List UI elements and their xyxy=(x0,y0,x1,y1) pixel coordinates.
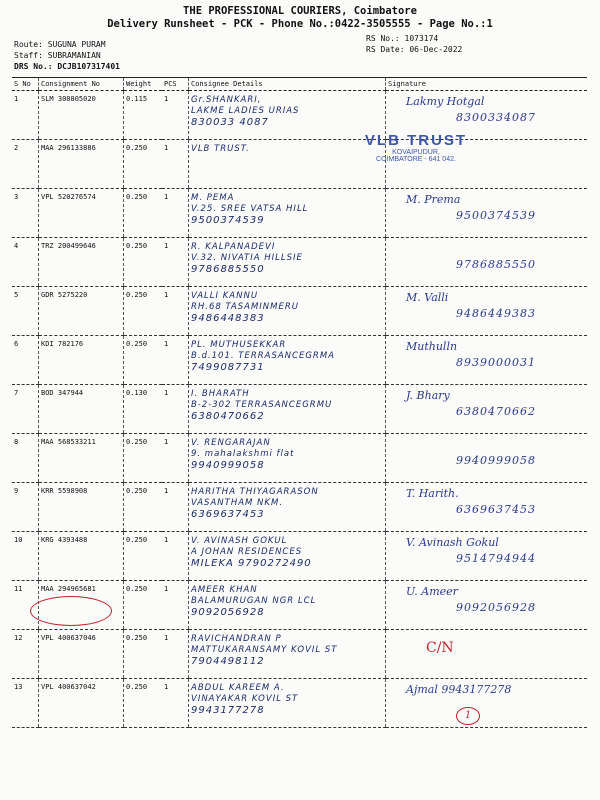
cell-pcs: 1 xyxy=(162,91,189,140)
consignee-line: 9943177278 xyxy=(191,705,265,716)
page-count-mark xyxy=(456,707,480,725)
consignee-line: RH.68 TASAMINMERU xyxy=(191,302,299,312)
signature-phone: 9486449383 xyxy=(456,307,536,320)
table-row xyxy=(12,679,587,728)
consignee-line: V.32. NIVATIA HILLSIE xyxy=(191,253,303,263)
consignee-line: VLB TRUST. xyxy=(191,144,250,154)
consignee-line: 6380470662 xyxy=(191,411,265,422)
cell-weight: 0.250 xyxy=(124,483,163,532)
cell-weight: 0.130 xyxy=(124,385,163,434)
cell-consignment: MAA 296133886 xyxy=(39,140,124,189)
cell-sno: 5 xyxy=(12,287,39,336)
cell-consignee-details xyxy=(189,630,386,679)
trust-stamp xyxy=(356,132,476,163)
cell-weight: 0.250 xyxy=(124,679,163,728)
cell-signature xyxy=(386,287,588,336)
cell-sno: 3 xyxy=(12,189,39,238)
consignee-line: RAVICHANDRAN P xyxy=(191,634,282,644)
cell-consignee-details xyxy=(189,238,386,287)
stamp-line-3: COIMBATORE - 641 042. xyxy=(376,156,456,163)
cell-sno: 11 xyxy=(12,581,39,630)
cell-sno: 12 xyxy=(12,630,39,679)
cell-consignee-details xyxy=(189,385,386,434)
cell-sno: 13 xyxy=(12,679,39,728)
signature-phone: 9940999058 xyxy=(456,454,536,467)
consignee-line: 9500374539 xyxy=(191,215,265,226)
cell-signature xyxy=(386,385,588,434)
table-row xyxy=(12,189,587,238)
consignee-line: M. PEMA xyxy=(191,193,235,203)
cell-consignee-details xyxy=(189,434,386,483)
consignee-line: MILEKA 9790272490 xyxy=(191,558,312,569)
cell-signature xyxy=(386,532,588,581)
cell-sno: 6 xyxy=(12,336,39,385)
stamp-line-1: VLB TRUST xyxy=(364,132,468,149)
meta-right xyxy=(366,33,462,55)
table-row xyxy=(12,434,587,483)
cell-signature xyxy=(386,238,588,287)
consignee-line: BALAMURUGAN NGR LCL xyxy=(191,596,317,606)
col-consignee: Consignee Details xyxy=(189,78,386,91)
signature-name: M. Prema xyxy=(406,193,461,206)
cell-consignee-details xyxy=(189,189,386,238)
cell-weight: 0.250 xyxy=(124,630,163,679)
consignee-line: 9940999058 xyxy=(191,460,265,471)
table-row xyxy=(12,287,587,336)
consignee-line: PL. MUTHUSEKKAR xyxy=(191,340,287,350)
consignee-line: LAKME LADIES URIAS xyxy=(191,106,300,116)
signature-phone: 9500374539 xyxy=(456,209,536,222)
cell-pcs: 1 xyxy=(162,287,189,336)
cell-weight: 0.250 xyxy=(124,140,163,189)
consignee-line: 830033 4087 xyxy=(191,117,269,128)
cell-consignment: TRZ 200499646 xyxy=(39,238,124,287)
cell-weight: 0.250 xyxy=(124,581,163,630)
cell-consignment: VPL 400637042 xyxy=(39,679,124,728)
table-row xyxy=(12,385,587,434)
table-row xyxy=(12,630,587,679)
col-pcs: PCS xyxy=(162,78,189,91)
signature-name: U. Ameer xyxy=(406,585,458,598)
cell-signature xyxy=(386,581,588,630)
signature-name: Muthulln xyxy=(406,340,458,353)
cell-weight: 0.250 xyxy=(124,238,163,287)
cell-pcs: 1 xyxy=(162,385,189,434)
table-row xyxy=(12,91,587,140)
consignee-line: V. AVINASH GOKUL xyxy=(191,536,288,546)
consignee-line: V. RENGARAJAN xyxy=(191,438,271,448)
col-sno: S No xyxy=(12,78,39,91)
cell-signature xyxy=(386,189,588,238)
cell-consignee-details xyxy=(189,581,386,630)
cell-signature xyxy=(386,679,588,728)
cell-consignment: VPL 520276574 xyxy=(39,189,124,238)
cell-pcs: 1 xyxy=(162,434,189,483)
cell-pcs: 1 xyxy=(162,189,189,238)
staff-label: Staff: SUBRAMANIAN xyxy=(14,51,101,60)
table-row xyxy=(12,140,587,189)
cell-consignee-details xyxy=(189,336,386,385)
consignee-line: V.25. SREE VATSA HILL xyxy=(191,204,309,214)
runsheet-table xyxy=(12,77,587,728)
cell-signature xyxy=(386,630,588,679)
consignee-line: VINAYAKAR KOVIL ST xyxy=(191,694,299,704)
cell-pcs: 1 xyxy=(162,483,189,532)
consignee-line: 7499087731 xyxy=(191,362,265,373)
cell-consignment: SLM 308805020 xyxy=(39,91,124,140)
cell-sno: 7 xyxy=(12,385,39,434)
cell-sno: 4 xyxy=(12,238,39,287)
table-row xyxy=(12,532,587,581)
route-label: Route: SUGUNA PURAM xyxy=(14,40,106,49)
cell-weight: 0.250 xyxy=(124,336,163,385)
cell-sno: 10 xyxy=(12,532,39,581)
consignee-line: 9092056928 xyxy=(191,607,265,618)
signature-name: T. Harith. xyxy=(406,487,459,500)
signature-name: C/N xyxy=(426,640,454,656)
cell-weight: 0.115 xyxy=(124,91,163,140)
cell-consignee-details xyxy=(189,532,386,581)
col-signature: Signature xyxy=(386,78,588,91)
cell-consignee-details xyxy=(189,679,386,728)
cell-consignment: BOD 347944 xyxy=(39,385,124,434)
table-row xyxy=(12,483,587,532)
consignee-line: A JOHAN RESIDENCES xyxy=(191,547,303,557)
cell-consignment: KDI 782176 xyxy=(39,336,124,385)
cell-pcs: 1 xyxy=(162,140,189,189)
consignee-line: HARITHA THIYAGARASON xyxy=(191,487,319,497)
cell-weight: 0.250 xyxy=(124,189,163,238)
consignee-line: 7904498112 xyxy=(191,656,265,667)
signature-name: V. Avinash Gokul xyxy=(406,536,499,549)
cell-sno: 8 xyxy=(12,434,39,483)
runsheet-heading: Delivery Runsheet - PCK - Phone No.:0422-3505555 - Page No.:1 xyxy=(107,18,493,30)
signature-name: J. Bhary xyxy=(406,389,450,402)
consignee-line: VALLI KANNU xyxy=(191,291,259,301)
cell-consignment: GDR 5275220 xyxy=(39,287,124,336)
consignee-line: R. KALPANADEVI xyxy=(191,242,276,252)
cell-pcs: 1 xyxy=(162,336,189,385)
signature-phone: 9786885550 xyxy=(456,258,536,271)
consignee-line: MATTUKARANSAMY KOVIL ST xyxy=(191,645,338,655)
cell-weight: 0.250 xyxy=(124,287,163,336)
cell-consignment: KRG 4393488 xyxy=(39,532,124,581)
consignee-line: B.d.101. TERRASANCEGRMA xyxy=(191,351,335,361)
drs-number: DRS No.: DCJB107317401 xyxy=(14,62,120,71)
cell-pcs: 1 xyxy=(162,238,189,287)
cell-consignee-details xyxy=(189,483,386,532)
table-row xyxy=(12,336,587,385)
cell-pcs: 1 xyxy=(162,532,189,581)
company-name: THE PROFESSIONAL COURIERS, Coimbatore xyxy=(183,5,417,17)
stamp-line-2: KOVAIPUDUR, xyxy=(392,149,440,156)
cell-weight: 0.250 xyxy=(124,532,163,581)
cell-pcs: 1 xyxy=(162,630,189,679)
cell-pcs: 1 xyxy=(162,679,189,728)
col-weight: Weight xyxy=(124,78,163,91)
consignee-line: I. BHARATH xyxy=(191,389,250,399)
cell-consignment: VPL 400637046 xyxy=(39,630,124,679)
signature-name: M. Valli xyxy=(406,291,449,304)
cell-sno: 1 xyxy=(12,91,39,140)
consignee-line: ABDUL KAREEM A. xyxy=(191,683,285,693)
cell-sno: 2 xyxy=(12,140,39,189)
signature-name: Ajmal 9943177278 xyxy=(406,683,512,696)
cell-weight: 0.250 xyxy=(124,434,163,483)
cell-consignment: MAA 568533211 xyxy=(39,434,124,483)
document-title xyxy=(0,5,600,31)
consignee-line: 9486448383 xyxy=(191,313,265,324)
cell-consignment: KRR 5598908 xyxy=(39,483,124,532)
signature-phone: 6369637453 xyxy=(456,503,536,516)
cell-signature xyxy=(386,336,588,385)
cell-consignment: MAA 294965681 xyxy=(39,581,124,630)
col-consignment: Consignment No xyxy=(39,78,124,91)
consignee-line: 6369637453 xyxy=(191,509,265,520)
cell-signature xyxy=(386,434,588,483)
meta-left xyxy=(14,39,120,72)
consignee-line: AMEER KHAN xyxy=(191,585,258,595)
cell-signature xyxy=(386,483,588,532)
consignee-line: Gr.SHANKARI, xyxy=(191,95,262,105)
cell-sno: 9 xyxy=(12,483,39,532)
rs-number: RS No.: 1073174 xyxy=(366,34,439,43)
signature-phone: 9514794944 xyxy=(456,552,536,565)
consignment-circle-mark xyxy=(30,596,112,626)
signature-phone: 8939000031 xyxy=(456,356,536,369)
signature-phone: 8300334087 xyxy=(456,111,536,124)
signature-name: Lakmy Hotgal xyxy=(406,95,485,108)
rs-date: RS Date: 06-Dec-2022 xyxy=(366,45,463,54)
signature-phone: 9092056928 xyxy=(456,601,536,614)
consignee-line: 9786885550 xyxy=(191,264,265,275)
consignee-line: B-2-302 TERRASANCEGRMU xyxy=(191,400,333,410)
signature-phone: 6380470662 xyxy=(456,405,536,418)
consignee-line: 9. mahalakshmi flat xyxy=(191,449,295,459)
consignee-line: VASANTHAM NKM. xyxy=(191,498,284,508)
cell-pcs: 1 xyxy=(162,581,189,630)
table-row xyxy=(12,238,587,287)
page-count-mark-text: 1 xyxy=(464,710,472,721)
cell-consignee-details xyxy=(189,287,386,336)
table-header-row xyxy=(12,78,587,91)
